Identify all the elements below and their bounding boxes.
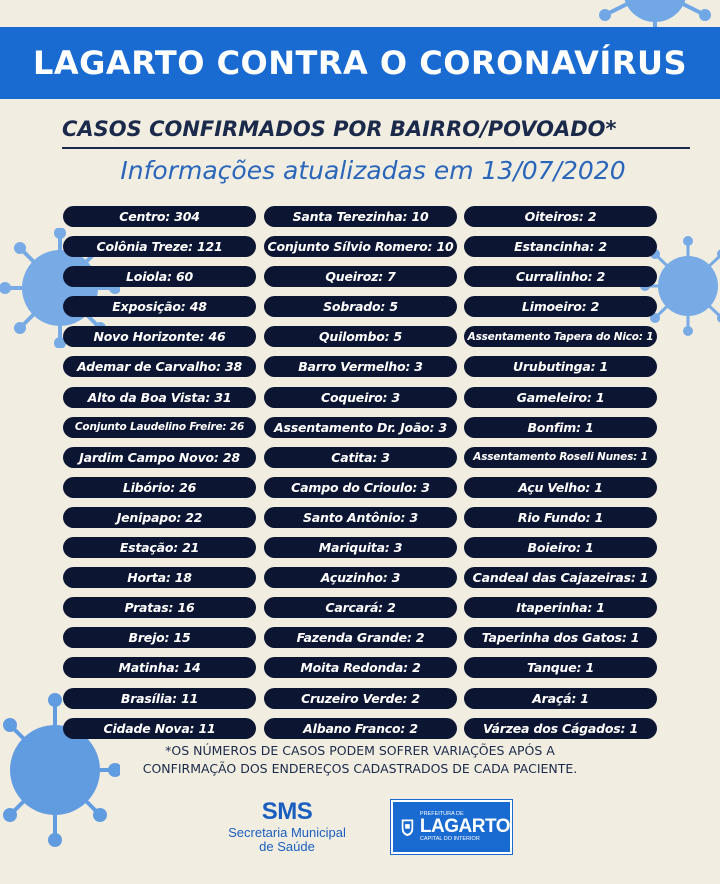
prefeitura-small-1: PREFEITURA DE xyxy=(419,811,464,817)
case-pill: Santo Antônio: 3 xyxy=(264,507,457,528)
sms-line-2: de Saúde xyxy=(259,839,315,854)
case-pill: Açu Velho: 1 xyxy=(464,477,657,498)
case-pill: Barro Vermelho: 3 xyxy=(264,356,457,377)
case-pill: Catita: 3 xyxy=(264,447,457,468)
case-pill: Jardim Campo Novo: 28 xyxy=(63,447,256,468)
page-title: LAGARTO CONTRA O CORONAVÍRUS xyxy=(33,44,687,82)
case-pill: Conjunto Sílvio Romero: 10 xyxy=(264,236,457,257)
case-pill: Loiola: 60 xyxy=(63,266,256,287)
prefeitura-small-2: CAPITAL DO INTERIOR xyxy=(419,836,480,842)
prefeitura-name: LAGARTO xyxy=(419,816,510,837)
case-pill: Assentamento Tapera do Nico: 1 xyxy=(464,326,657,347)
cases-column-3 xyxy=(464,206,657,748)
title-banner xyxy=(0,27,720,99)
case-pill: Estancinha: 2 xyxy=(464,236,657,257)
case-pill: Açuzinho: 3 xyxy=(264,567,457,588)
case-pill: Estação: 21 xyxy=(63,537,256,558)
case-pill: Gameleiro: 1 xyxy=(464,387,657,408)
case-pill: Centro: 304 xyxy=(63,206,256,227)
case-pill: Sobrado: 5 xyxy=(264,296,457,317)
case-pill: Itaperinha: 1 xyxy=(464,597,657,618)
case-pill: Rio Fundo: 1 xyxy=(464,507,657,528)
case-pill: Jenipapo: 22 xyxy=(63,507,256,528)
case-pill: Assentamento Dr. João: 3 xyxy=(264,417,457,438)
case-pill: Pratas: 16 xyxy=(63,597,256,618)
case-pill: Ademar de Carvalho: 38 xyxy=(63,356,256,377)
case-pill: Oiteiros: 2 xyxy=(464,206,657,227)
case-pill: Carcará: 2 xyxy=(264,597,457,618)
prefeitura-logo xyxy=(391,800,512,854)
footnote-line-2: CONFIRMAÇÃO DOS ENDEREÇOS CADASTRADOS DE CADA PACIENTE. xyxy=(142,761,578,776)
case-pill: Limoeiro: 2 xyxy=(464,296,657,317)
case-pill: Mariquita: 3 xyxy=(264,537,457,558)
crest-icon xyxy=(400,810,415,844)
case-pill: Assentamento Roseli Nunes: 1 xyxy=(464,447,657,468)
sms-title: SMS xyxy=(261,798,313,825)
cases-column-2 xyxy=(264,206,457,748)
case-pill: Quilombo: 5 xyxy=(264,326,457,347)
case-pill: Cidade Nova: 11 xyxy=(63,718,256,739)
case-pill: Araçá: 1 xyxy=(464,688,657,709)
case-pill: Fazenda Grande: 2 xyxy=(264,627,457,648)
case-pill: Moita Redonda: 2 xyxy=(264,657,457,678)
case-pill: Queiroz: 7 xyxy=(264,266,457,287)
case-pill: Bonfim: 1 xyxy=(464,417,657,438)
case-pill: Boieiro: 1 xyxy=(464,537,657,558)
footnote-line-1: *OS NÚMEROS DE CASOS PODEM SOFRER VARIAÇÕES APÓS A xyxy=(165,743,555,758)
case-pill: Candeal das Cajazeiras: 1 xyxy=(464,567,657,588)
case-pill: Horta: 18 xyxy=(63,567,256,588)
case-pill: Tanque: 1 xyxy=(464,657,657,678)
sms-logo xyxy=(212,798,362,854)
case-pill: Albano Franco: 2 xyxy=(264,718,457,739)
case-pill: Campo do Crioulo: 3 xyxy=(264,477,457,498)
subtitle-underline xyxy=(62,147,690,149)
case-pill: Alto da Boa Vista: 31 xyxy=(63,387,256,408)
case-pill: Urubutinga: 1 xyxy=(464,356,657,377)
sms-line-1: Secretaria Municipal xyxy=(228,825,346,840)
case-pill: Cruzeiro Verde: 2 xyxy=(264,688,457,709)
footnote xyxy=(80,742,640,778)
case-pill: Colônia Treze: 121 xyxy=(63,236,256,257)
case-pill: Curralinho: 2 xyxy=(464,266,657,287)
case-pill: Conjunto Laudelino Freire: 26 xyxy=(63,417,256,438)
case-pill: Taperinha dos Gatos: 1 xyxy=(464,627,657,648)
case-pill: Novo Horizonte: 46 xyxy=(63,326,256,347)
case-pill: Coqueiro: 3 xyxy=(264,387,457,408)
case-pill: Libório: 26 xyxy=(63,477,256,498)
subtitle: CASOS CONFIRMADOS POR BAIRRO/POVOADO* xyxy=(62,117,617,141)
case-pill: Brasília: 11 xyxy=(63,688,256,709)
case-pill: Várzea dos Cágados: 1 xyxy=(464,718,657,739)
case-pill: Matinha: 14 xyxy=(63,657,256,678)
case-pill: Exposição: 48 xyxy=(63,296,256,317)
cases-column-1 xyxy=(63,206,256,748)
case-pill: Brejo: 15 xyxy=(63,627,256,648)
case-pill: Santa Terezinha: 10 xyxy=(264,206,457,227)
update-date: Informações atualizadas em 13/07/2020 xyxy=(120,156,626,185)
